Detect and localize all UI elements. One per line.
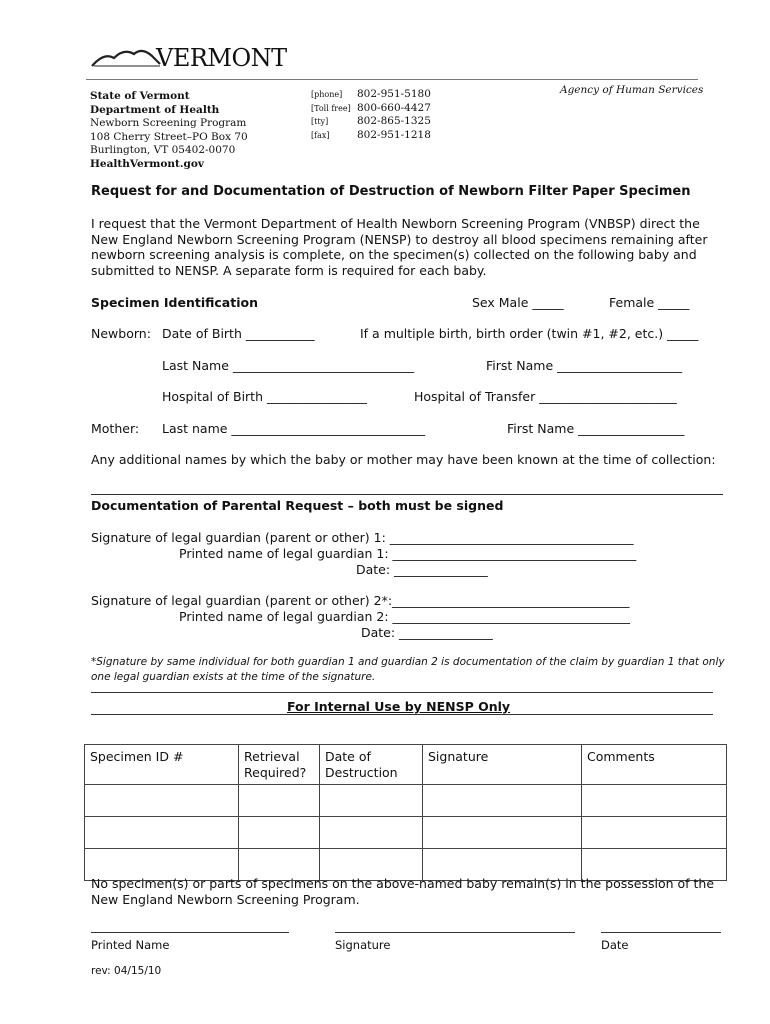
guardian2-date-field[interactable]: Date: _______________ — [361, 625, 493, 640]
org-street: 108 Cherry Street–PO Box 70 — [90, 130, 248, 143]
form-title: Request for and Documentation of Destruction of Newborn Filter Paper Specimen — [91, 184, 691, 199]
specimen-heading: Specimen Identification — [91, 295, 258, 310]
internal-top-rule — [91, 692, 713, 693]
header-rule — [86, 79, 698, 80]
table-cell[interactable] — [582, 817, 727, 849]
newborn-last-name-field[interactable]: Last Name _____________________________ — [162, 358, 415, 373]
contact-label: [tty] — [311, 117, 329, 126]
agency-name: Agency of Human Services — [560, 84, 704, 96]
dob-field[interactable]: Date of Birth ___________ — [162, 326, 315, 341]
vermont-logo — [90, 42, 287, 72]
sex-female-field[interactable]: Female _____ — [609, 295, 690, 310]
contact-label: [phone] — [311, 90, 343, 99]
closing-statement: No specimen(s) or parts of specimens on the above-named baby remain(s) in the possession of the New England Newborn Screening Program. — [91, 876, 715, 907]
table-cell[interactable] — [85, 817, 239, 849]
internal-underline — [91, 714, 713, 715]
contact-values — [357, 88, 431, 142]
org-website: HealthVermont.gov — [90, 157, 204, 170]
table-cell[interactable] — [423, 817, 582, 849]
signature-footnote: *Signature by same individual for both guardian 1 and guardian 2 is documentation of the claim by guardian 1 that only one legal guardian exists at the time of the signature. — [91, 656, 725, 683]
newborn-first-name-field[interactable]: First Name ____________________ — [486, 358, 683, 373]
org-city: Burlington, VT 05402-0070 — [90, 144, 236, 156]
column-header: Signature — [423, 745, 582, 785]
table-cell[interactable] — [239, 785, 320, 817]
table-cell[interactable] — [423, 785, 582, 817]
contact-value: 802-951-1218 — [357, 128, 431, 141]
newborn-label: Newborn: — [91, 326, 151, 341]
guardian1-signature-field[interactable]: Signature of legal guardian (parent or other) 1: _______________________________________ — [91, 530, 634, 545]
contact-value: 800-660-4427 — [357, 101, 431, 114]
table-cell[interactable] — [239, 817, 320, 849]
guardian1-printed-name-field[interactable]: Printed name of legal guardian 1: _______________________________________ — [179, 546, 637, 561]
column-header: Specimen ID # — [85, 745, 239, 785]
column-header: Comments — [582, 745, 727, 785]
contact-value: 802-951-5180 — [357, 88, 431, 100]
guardian2-printed-name-field[interactable]: Printed name of legal guardian 2: ______________________________________ — [179, 609, 631, 624]
org-address — [90, 90, 248, 171]
logo-wordmark: VERMONT — [156, 44, 287, 72]
birth-order-field[interactable]: If a multiple birth, birth order (twin #1, #2, etc.) _____ — [360, 326, 699, 341]
date-label: Date — [601, 938, 629, 952]
date-line[interactable] — [601, 932, 721, 933]
signature-line[interactable] — [335, 932, 575, 933]
printed-name-line[interactable] — [91, 932, 289, 933]
table-cell[interactable] — [320, 785, 423, 817]
contact-label: [Toll free] — [311, 103, 351, 113]
hospital-birth-field[interactable]: Hospital of Birth ________________ — [162, 389, 367, 404]
additional-names-prompt: Any additional names by which the baby or mother may have been known at the time of collection: — [91, 452, 716, 467]
table-row — [85, 785, 727, 817]
parental-heading: Documentation of Parental Request – both must be signed — [91, 498, 504, 513]
table-header-row — [85, 745, 727, 785]
hospital-transfer-field[interactable]: Hospital of Transfer ______________________ — [414, 389, 677, 404]
mother-first-name-field[interactable]: First Name _________________ — [507, 421, 685, 436]
mother-last-name-field[interactable]: Last name _______________________________ — [162, 421, 426, 436]
contact-labels — [311, 88, 351, 142]
internal-heading: For Internal Use by NENSP Only — [287, 699, 511, 714]
additional-names-line[interactable] — [91, 494, 723, 495]
column-header: Date of Destruction — [320, 745, 423, 785]
internal-use-table — [84, 744, 727, 881]
signature-label: Signature — [335, 938, 391, 952]
mother-label: Mother: — [91, 421, 140, 436]
table-cell[interactable] — [320, 817, 423, 849]
column-header: Retrieval Required? — [239, 745, 320, 785]
printed-name-label: Printed Name — [91, 938, 170, 952]
contact-label: [fax] — [311, 130, 330, 140]
contact-value: 802-865-1325 — [357, 115, 431, 127]
table-row — [85, 817, 727, 849]
table-cell[interactable] — [85, 785, 239, 817]
org-department: Department of Health — [90, 103, 220, 116]
sex-male-field[interactable]: Sex Male _____ — [472, 295, 564, 310]
revision-date: rev: 04/15/10 — [91, 965, 162, 977]
org-program: Newborn Screening Program — [90, 117, 247, 129]
table-cell[interactable] — [582, 785, 727, 817]
mountain-logo-icon — [90, 42, 164, 72]
intro-paragraph: I request that the Vermont Department of Health Newborn Screening Program (VNBSP) direct the New England Newborn Screening Program (NENSP) to destroy all blood specimens remaining after newborn screening analysis is complete, on the specimen(s) collected on the following baby and submitted to NENSP. A separate form is required for each baby. — [91, 216, 708, 278]
guardian2-signature-field[interactable]: Signature of legal guardian (parent or other) 2*:______________________________________ — [91, 593, 630, 608]
org-state: State of Vermont — [90, 90, 190, 102]
guardian1-date-field[interactable]: Date: _______________ — [356, 562, 488, 577]
